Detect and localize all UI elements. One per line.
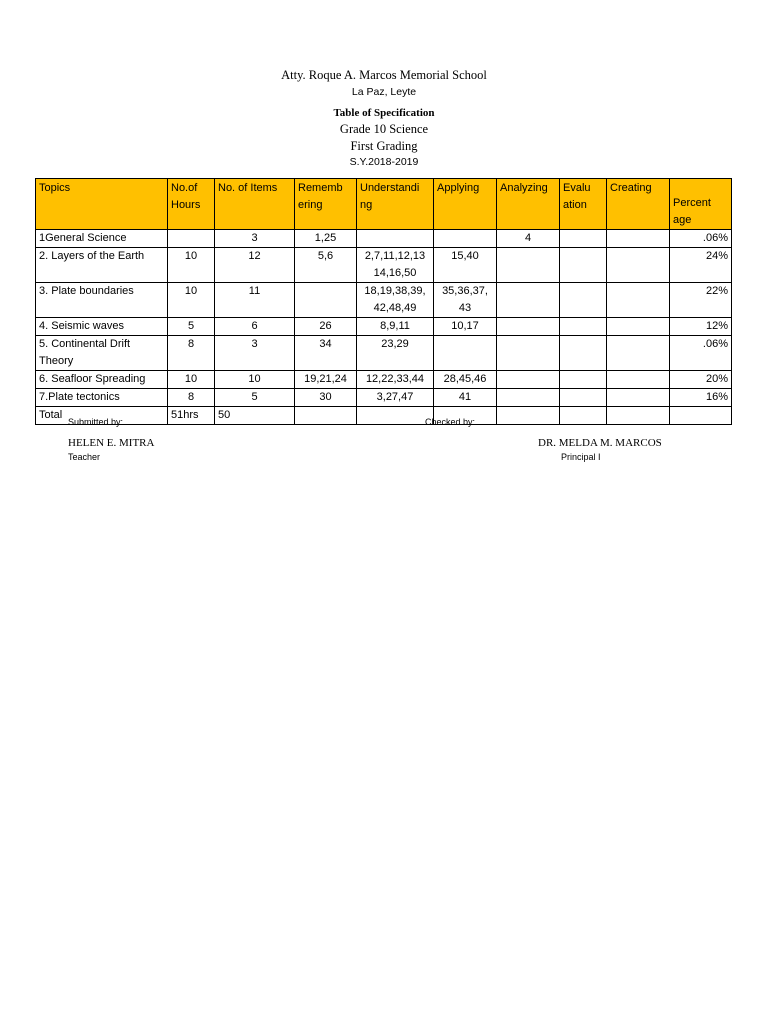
table-cell: 10 xyxy=(168,371,215,389)
header-creating: Creating xyxy=(607,179,670,230)
table-cell: 23,29 xyxy=(357,336,434,371)
school-year: S.Y.2018-2019 xyxy=(349,156,419,168)
table-cell xyxy=(295,283,357,318)
teacher-title: Teacher xyxy=(68,452,101,462)
table-cell: 26 xyxy=(295,318,357,336)
document-title: Table of Specification xyxy=(333,107,435,119)
table-cell xyxy=(607,389,670,407)
table-cell: 15,40 xyxy=(434,248,497,283)
table-cell xyxy=(497,371,560,389)
submitted-by-label: Submitted by: xyxy=(68,417,124,427)
table-cell xyxy=(497,283,560,318)
table-cell: 4. Seismic waves xyxy=(36,318,168,336)
table-row xyxy=(36,230,732,248)
table-cell: Total xyxy=(36,407,168,425)
table-cell: 16% xyxy=(670,389,732,407)
table-body xyxy=(36,230,732,425)
total-row xyxy=(36,407,732,425)
grading-period: First Grading xyxy=(350,139,418,153)
table-cell: 3 xyxy=(215,230,295,248)
table-row xyxy=(36,248,732,283)
table-cell: 8,9,11 xyxy=(357,318,434,336)
table-cell xyxy=(607,407,670,425)
table-cell xyxy=(670,407,732,425)
table-cell: 18,19,38,39, 42,48,49 xyxy=(357,283,434,318)
table-cell: 41 xyxy=(434,389,497,407)
table-cell: 28,45,46 xyxy=(434,371,497,389)
table-header-row xyxy=(36,179,732,230)
header-applying: Applying xyxy=(434,179,497,230)
table-cell: 6. Seafloor Spreading xyxy=(36,371,168,389)
table-cell xyxy=(560,318,607,336)
table-cell: 5,6 xyxy=(295,248,357,283)
table-cell: 34 xyxy=(295,336,357,371)
principal-title: Principal I xyxy=(561,452,601,462)
table-cell: 12 xyxy=(215,248,295,283)
table-cell: .06% xyxy=(670,336,732,371)
table-row xyxy=(36,318,732,336)
table-row xyxy=(36,283,732,318)
header-understanding: Understandi ng xyxy=(357,179,434,230)
table-cell xyxy=(607,248,670,283)
table-row xyxy=(36,371,732,389)
table-cell: 5. Continental Drift Theory xyxy=(36,336,168,371)
table-cell: 12% xyxy=(670,318,732,336)
table-cell: 12,22,33,44 xyxy=(357,371,434,389)
table-cell xyxy=(497,407,560,425)
table-cell xyxy=(607,371,670,389)
table-cell: 20% xyxy=(670,371,732,389)
table-row xyxy=(36,336,732,371)
table-cell: 3,27,47 xyxy=(357,389,434,407)
teacher-name: HELEN E. MITRA xyxy=(68,437,155,449)
table-cell xyxy=(607,283,670,318)
table-cell: 8 xyxy=(168,389,215,407)
table-cell: 30 xyxy=(295,389,357,407)
table-cell xyxy=(607,336,670,371)
table-cell: 5 xyxy=(215,389,295,407)
header-topics: Topics xyxy=(36,179,168,230)
table-cell xyxy=(168,230,215,248)
table-cell xyxy=(497,336,560,371)
table-cell: 3. Plate boundaries xyxy=(36,283,168,318)
table-cell xyxy=(295,407,357,425)
table-cell: 6 xyxy=(215,318,295,336)
table-cell: 2. Layers of the Earth xyxy=(36,248,168,283)
table-cell: 24% xyxy=(670,248,732,283)
table-cell xyxy=(560,230,607,248)
table-cell: 1,25 xyxy=(295,230,357,248)
table-cell: 2,7,11,12,13 14,16,50 xyxy=(357,248,434,283)
table-cell xyxy=(357,407,434,425)
header-remembering: Rememb ering xyxy=(295,179,357,230)
table-cell xyxy=(434,230,497,248)
checked-by-label: Checked by: xyxy=(425,417,476,427)
table-cell: 51hrs xyxy=(168,407,215,425)
school-location: La Paz, Leyte xyxy=(351,86,417,98)
header-items: No. of Items xyxy=(215,179,295,230)
table-cell: 50 xyxy=(215,407,295,425)
header-analyzing: Analyzing xyxy=(497,179,560,230)
table-cell xyxy=(607,230,670,248)
table-cell xyxy=(560,371,607,389)
table-cell: 22% xyxy=(670,283,732,318)
principal-name: DR. MELDA M. MARCOS xyxy=(538,437,662,449)
table-cell xyxy=(560,407,607,425)
table-cell xyxy=(560,283,607,318)
table-cell xyxy=(560,248,607,283)
table-cell: 5 xyxy=(168,318,215,336)
specification-table xyxy=(35,178,732,425)
table-cell xyxy=(357,230,434,248)
table-cell: 10 xyxy=(168,248,215,283)
table-cell xyxy=(607,318,670,336)
table-cell: 1General Science xyxy=(36,230,168,248)
table-cell xyxy=(497,318,560,336)
table-cell: 7.Plate tectonics xyxy=(36,389,168,407)
table-cell xyxy=(497,389,560,407)
header-evaluation: Evalu ation xyxy=(560,179,607,230)
table-cell: 35,36,37, 43 xyxy=(434,283,497,318)
table-cell: 10,17 xyxy=(434,318,497,336)
header-hours: No.of Hours xyxy=(168,179,215,230)
grade-subject: Grade 10 Science xyxy=(339,122,429,136)
table-cell xyxy=(497,248,560,283)
table-row xyxy=(36,389,732,407)
table-cell: 10 xyxy=(168,283,215,318)
table-cell xyxy=(560,336,607,371)
table-cell: 4 xyxy=(497,230,560,248)
school-name: Atty. Roque A. Marcos Memorial School xyxy=(281,68,487,82)
table-cell: .06% xyxy=(670,230,732,248)
table-cell: 3 xyxy=(215,336,295,371)
table-cell: 8 xyxy=(168,336,215,371)
table-cell xyxy=(560,389,607,407)
header-percentage: Percent age xyxy=(670,179,732,230)
table-cell: 11 xyxy=(215,283,295,318)
table-cell xyxy=(434,336,497,371)
table-cell: 10 xyxy=(215,371,295,389)
table-cell: 19,21,24 xyxy=(295,371,357,389)
